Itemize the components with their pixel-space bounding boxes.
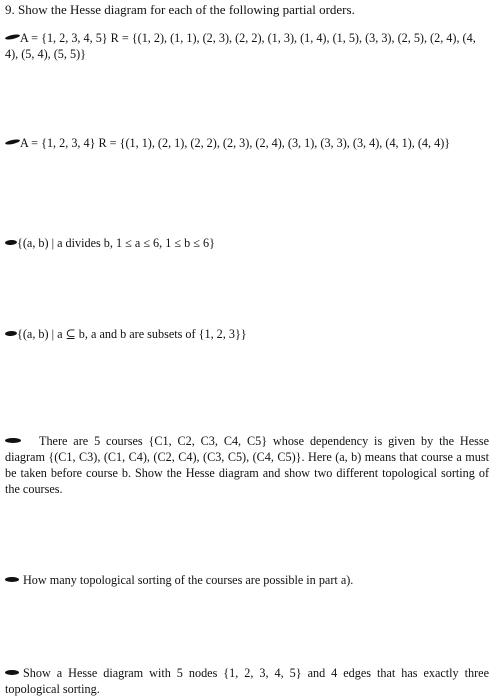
item-1-text: A = {1, 2, 3, 4, 5} R = {(1, 2), (1, 1), (2, 3), (2, 2), (1, 3), (1, 4), (1, 5), (3, 3), (2, 5), (2, 4), (4, 4), (5, 4), (5, 5)}: [5, 31, 476, 61]
item-7: [5, 665, 489, 697]
item-3: [5, 235, 489, 251]
item-2-text: A = {1, 2, 3, 4} R = {(1, 1), (2, 1), (2, 2), (2, 3), (2, 4), (3, 1), (3, 3), (3, 4), (4, 1), (4, 4)}: [20, 136, 451, 150]
bullet-mark: [5, 438, 21, 443]
bullet-mark: [5, 577, 19, 582]
bullet-mark: [5, 34, 21, 41]
item-3-text: {(a, b) | a divides b, 1 ≤ a ≤ 6, 1 ≤ b ≤ 6}: [17, 236, 215, 250]
item-1: [5, 30, 489, 62]
item-4-text: {(a, b) | a ⊆ b, a and b are subsets of {1, 2, 3}}: [17, 327, 247, 341]
item-7-text: Show a Hesse diagram with 5 nodes {1, 2, 3, 4, 5} and 4 edges that has exactly three topological sorting.: [5, 666, 489, 696]
item-6-text: How many topological sorting of the courses are possible in part a).: [23, 573, 354, 587]
item-5: [5, 433, 489, 497]
question-title: 9. Show the Hesse diagram for each of the following partial orders.: [5, 2, 355, 17]
bullet-mark: [5, 670, 19, 675]
bullet-mark: [5, 239, 17, 245]
bullet-mark: [5, 330, 17, 336]
item-4: [5, 326, 489, 342]
item-6: [5, 572, 489, 588]
bullet-mark: [5, 139, 21, 146]
item-5-text: There are 5 courses {C1, C2, C3, C4, C5} whose dependency is given by the Hesse diagram {(C1, C3), (C1, C4), (C2, C4), (C3, C5), (C4, C5)}. Here (a, b) means that course a must be taken before course b. Show the Hesse diagram and show two different topological sorting of the courses.: [5, 434, 489, 496]
item-2: [5, 135, 489, 151]
